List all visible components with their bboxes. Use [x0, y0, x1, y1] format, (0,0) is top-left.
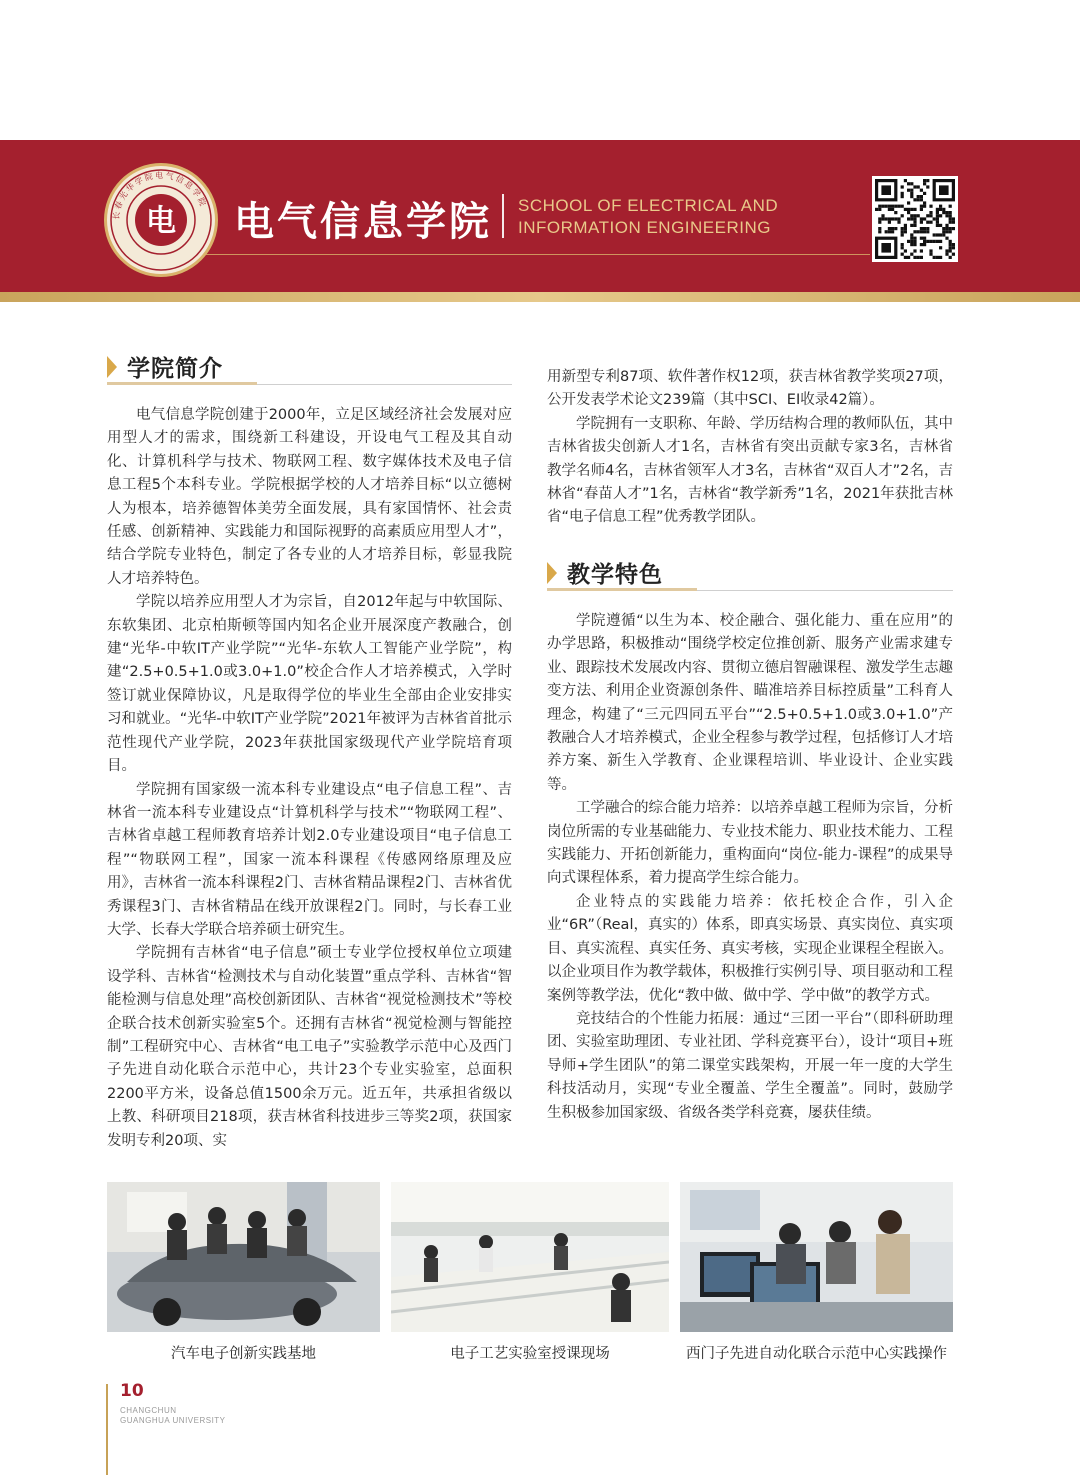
- left-column: [107, 404, 512, 1153]
- logo-glyph: 电: [146, 204, 176, 239]
- page-title: 电气信息学院: [234, 199, 492, 245]
- paragraph: 学院以培养应用型人才为宗旨，自2012年起与中软国际、东软集团、北京柏斯顿等国内知名企业开展深度产教融合，创建“光华-中软IT产业学院”“光华-东软人工智能产业学院”，构建“2.5+0.5+1.0或3.0+1.0”校企合作人才培养模式，入学时签订就业保障协议，凡是取得学位的毕业生全部由企业安排实习和就业。“光华-中软IT产业学院”2021年被评为吉林省首批示范性现代产业学院，2023年获批国家级现代产业学院培育项目。: [107, 594, 512, 775]
- title-en-line2: INFORMATION ENGINEERING: [518, 218, 771, 237]
- photo-caption: 汽车电子创新实践基地: [171, 1346, 316, 1362]
- footer-bar: [106, 1384, 108, 1475]
- page-title-en: [518, 195, 778, 239]
- footer-line2: GUANGHUA UNIVERSITY: [120, 1416, 226, 1425]
- photo-electronics-lab: [391, 1182, 669, 1332]
- college-logo: [104, 163, 218, 277]
- paragraph: 学院拥有一支职称、年龄、学历结构合理的教师队伍，其中吉林省拔尖创新人才1名，吉林省有突出贡献专家3名，吉林省教学名师4名，吉林省领军人才3名，吉林省“双百人才”2名，吉林省“春苗人才”1名，吉林省“教学新秀”1名，2021年获批吉林省“电子信息工程”优秀教学团队。: [547, 415, 953, 526]
- paragraph: 学院遵循“以生为本、校企融合、强化能力、重在应用”的办学思路，积极推动“围绕学校定位推创新、服务产业需求建专业、跟踪技术发展改内容、贯彻立德启智融课程、激发学生志趣变方法、利用企业资源创条件、瞄准培养目标控质量”工科育人理念，构建了“三元四同五平台”“2.5+0.5+1.0或3.0+1.0”产教融合人才培养模式，企业全程参与教学过程，包括修订人才培养方案、新生入学教育、企业课程培训、毕业设计、企业实践等。: [547, 613, 953, 793]
- paragraph: 学院拥有国家级一流本科专业建设点“电子信息工程”、吉林省一流本科专业建设点“计算机科学与技术”“物联网工程”、吉林省卓越工程师教育培养计划2.0专业建设项目“电子信息工程”“物联网工程”，国家一流本科课程《传感网络原理及应用》，吉林省一流本科课程2门、吉林省精品课程2门、吉林省优秀课程3门、吉林省精品在线开放课程2门。同时，与长春工业大学、长春大学联合培养硕士研究生。: [107, 781, 512, 938]
- photo-caption: 电子工艺实验室授课现场: [450, 1346, 610, 1362]
- photo-siemens-center: [680, 1182, 953, 1332]
- title-en-line1: SCHOOL OF ELECTRICAL AND: [518, 196, 779, 215]
- paragraph: 竞技结合的个性能力拓展：通过“三团一平台”（即科研助理团、实验室助理团、专业社团、学科竞赛平台），设计“项目+班导师+学生团队”的第二课堂实践架构，开展一年一度的大学生科技活动月，实现“专业全覆盖、学生全覆盖”。同时，鼓励学生积极参加国家级、省级各类学科竞赛，屡获佳绩。: [547, 1010, 953, 1121]
- title-separator: [502, 194, 504, 238]
- page-number: 10: [120, 1381, 144, 1401]
- paragraph: 电气信息学院创建于2000年，立足区域经济社会发展对应用型人才的需求，围绕新工科建设，开设电气工程及其自动化、计算机科学与技术、物联网工程、数字媒体技术及电子信息工程5个本科专业。学院根据学校的人才培养目标“以立德树人为根本，培养德智体美劳全面发展，具有家国情怀、社会责任感、创新精神、实践能力和国际视野的高素质应用型人才”，结合学院专业特色，制定了各专业的人才培养目标，彰显我院人才培养特色。: [107, 407, 512, 587]
- paragraph: 工学融合的综合能力培养：以培养卓越工程师为宗旨，分析岗位所需的专业基础能力、专业技术能力、职业技术能力、工程实践能力、开拓创新能力，重构面向“岗位-能力-课程”的成果导向式课程体系，着力提高学生综合能力。: [547, 800, 953, 887]
- heading-rule-accent: [547, 588, 697, 591]
- logo-ring-text: 长春光华学院电气信息学院: [111, 170, 209, 221]
- header-divider-line: [150, 254, 870, 255]
- paragraph: 企业特点的实践能力培养：依托校企合作，引入企业“6R”（Real，真实的）体系，即真实场景、真实岗位、真实项目、真实流程、真实任务、真实考核，实现企业课程全程嵌入。以企业项目作为教学载体，积极推行实例引导、项目驱动和工程案例等教学法，优化“教中做、做中学、学中做”的教学方式。: [547, 893, 953, 1004]
- paragraph: 学院拥有吉林省“电子信息”硕士专业学位授权单位立项建设学科、吉林省“检测技术与自动化装置”重点学科、吉林省“智能检测与信息处理”高校创新团队、吉林省“视觉检测技术”等校企联合技术创新实验室5个。还拥有吉林省“视觉检测与智能控制”工程研究中心、吉林省“电工电子”实验教学示范中心及西门子先进自动化联合示范中心，共计23个专业实验室，总面积2200平方米，设备总值1500余万元。近五年，共承担省级以上教、科研项目218项，获吉林省科技进步三等奖2项，获国家发明专利20项、实: [107, 945, 512, 1149]
- photo-caption: 西门子先进自动化联合示范中心实践操作: [686, 1346, 947, 1362]
- section-title: 教学特色: [567, 562, 663, 588]
- right-column-bottom: [547, 610, 953, 1125]
- heading-rule-accent: [107, 382, 257, 385]
- footer-line1: CHANGCHUN: [120, 1406, 177, 1415]
- paragraph-continuation: 用新型专利87项、软件著作权12项，获吉林省教学奖项27项，公开发表学术论文239篇（其中SCI、EI收录42篇）。: [547, 369, 953, 409]
- right-column-top: [547, 366, 953, 530]
- section-title: 学院简介: [127, 356, 223, 382]
- qr-code: [872, 176, 958, 262]
- photo-car-electronics: [107, 1182, 380, 1332]
- section-heading-intro: [107, 350, 512, 384]
- footer-university: [120, 1406, 226, 1426]
- header-gold-stripe: [0, 292, 1080, 302]
- section-heading-teaching: [547, 556, 953, 590]
- heading-marker-icon: [107, 356, 117, 378]
- heading-marker-icon: [547, 562, 557, 584]
